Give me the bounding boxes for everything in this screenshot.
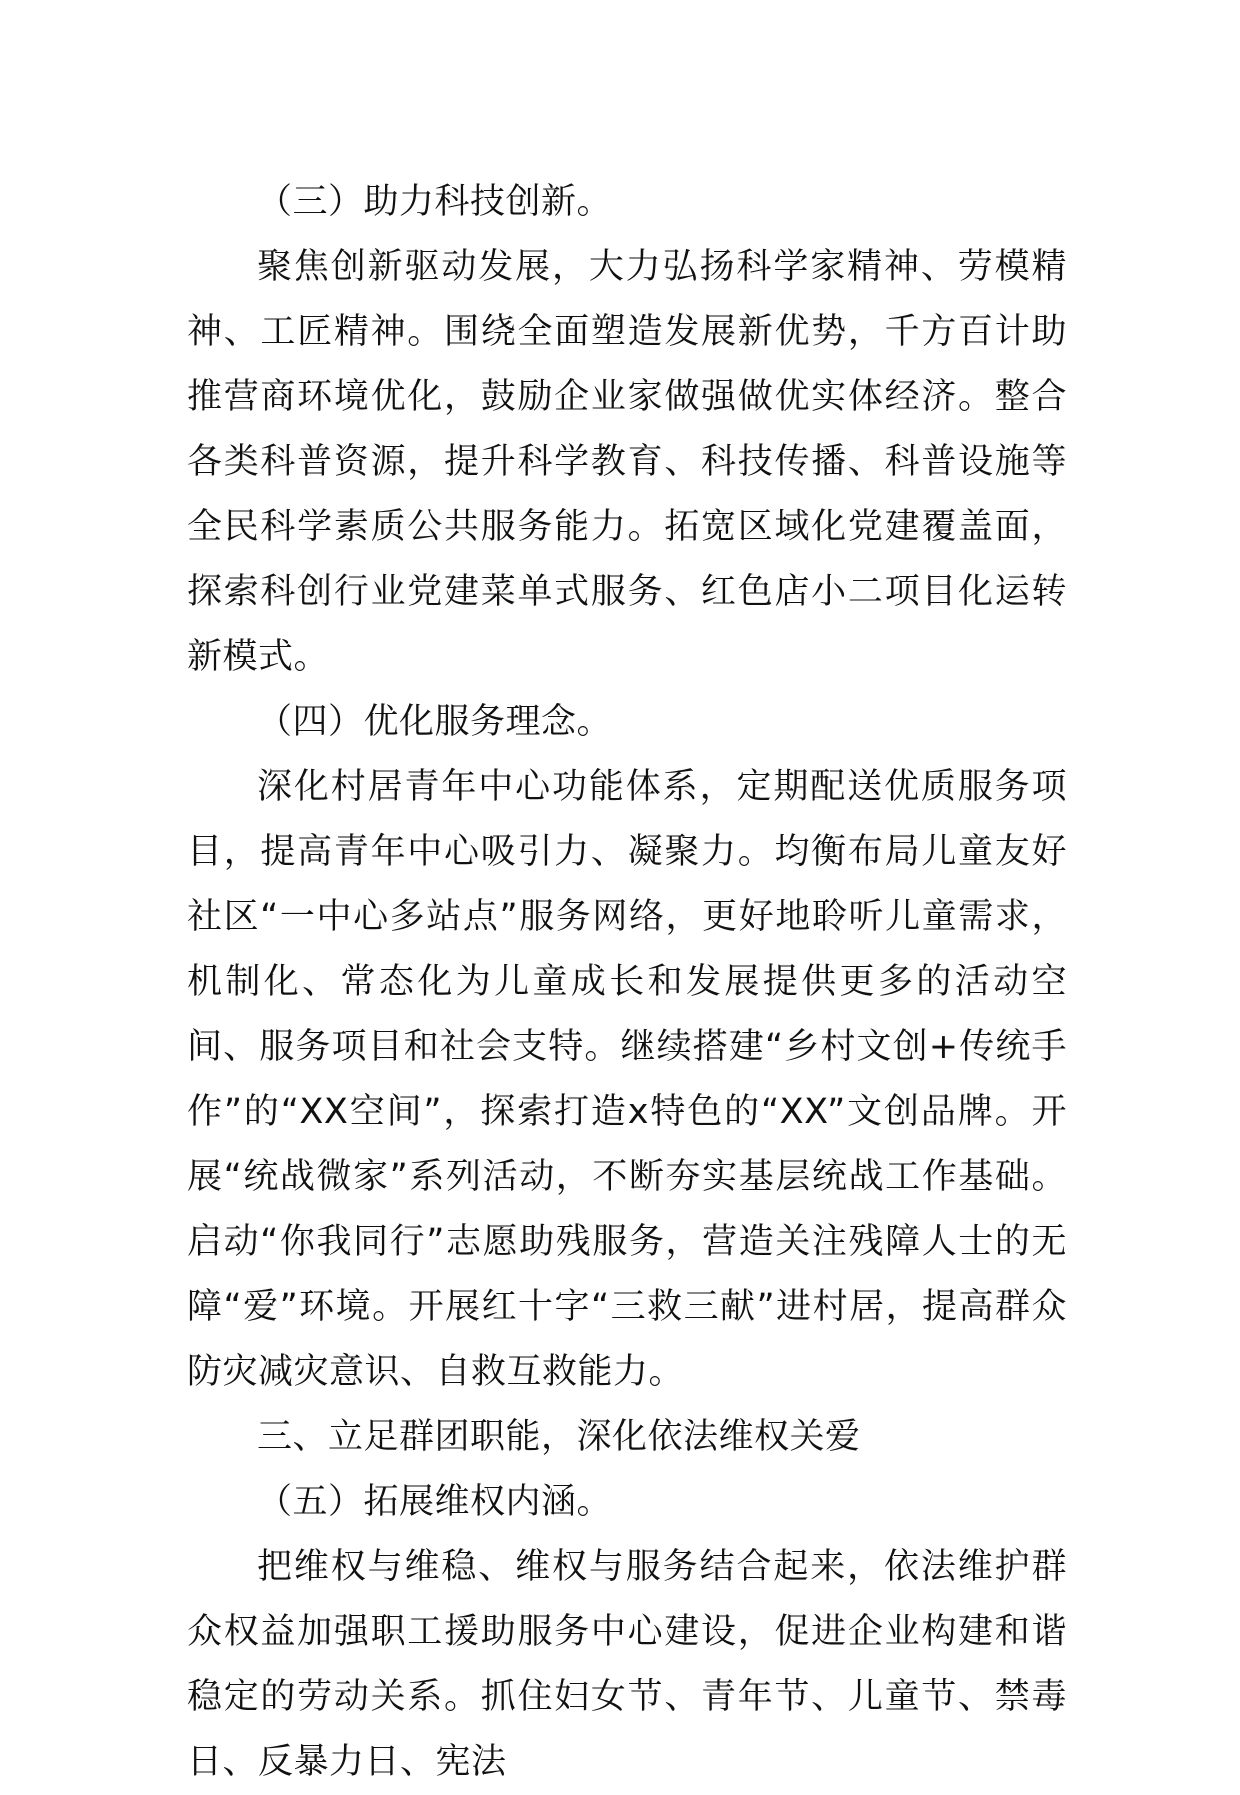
section-heading-4: （四）优化服务理念。 bbox=[257, 702, 613, 742]
section-heading-5: （五）拓展维权内涵。 bbox=[257, 1482, 613, 1522]
document-body bbox=[187, 170, 1067, 1795]
body-paragraph: 聚焦创新驱动发展，大力弘扬科学家精神、劳模精神、工匠精神。围绕全面塑造发展新优势，千方百计助推营商环境优化，鼓励企业家做强做优实体经济。整合各类科普资源，提升科学教育、科技传播、科普设施等全民科学素质公共服务能力。拓宽区域化党建覆盖面，探索科创行业党建菜单式服务、红色店小二项目化运转新模式。 bbox=[187, 247, 1067, 677]
chapter-heading-3: 三、立足群团职能，深化依法维权关爱 bbox=[257, 1417, 861, 1457]
body-paragraph: 把维权与维稳、维权与服务结合起来，依法维护群众权益加强职工援助服务中心建设，促进企业构建和谐稳定的劳动关系。抓住妇女节、青年节、儿童节、禁毒日、反暴力日、宪法 bbox=[187, 1547, 1067, 1782]
body-paragraph: 深化村居青年中心功能体系，定期配送优质服务项目，提高青年中心吸引力、凝聚力。均衡布局儿童友好社区“一中心多站点”服务网络，更好地聆听儿童需求，机制化、常态化为儿童成长和发展提供更多的活动空间、服务项目和社会支特。继续搭建“乡村文创+传统手作”的“XX空间”，探索打造x特色的“XX”文创品牌。开展“统战微家”系列活动，不断夯实基层统战工作基础。启动“你我同行”志愿助残服务，营造关注残障人士的无障“爱”环境。开展红十字“三救三献”进村居，提高群众防灾减灾意识、自救互救能力。 bbox=[187, 767, 1067, 1392]
section-heading-3: （三）助力科技创新。 bbox=[257, 182, 613, 222]
